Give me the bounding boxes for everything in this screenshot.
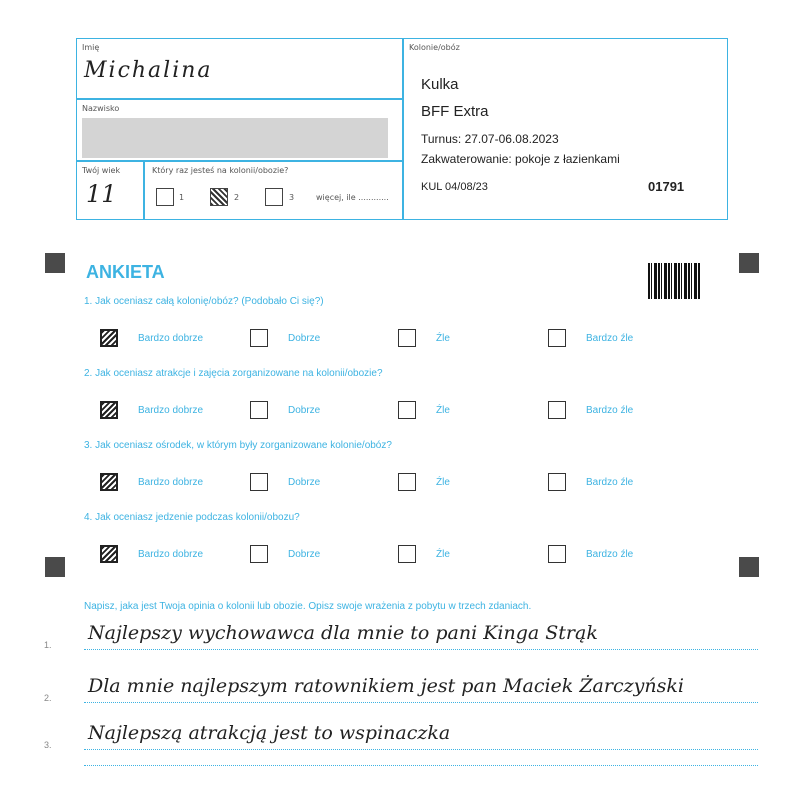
opinion-line-3-number: 3. (44, 740, 52, 750)
opinion-line-3-rule (84, 749, 758, 750)
question-1-option-3-label: Źle (436, 333, 450, 344)
question-4-text: 4. Jak oceniasz jedzenie podczas kolonii/obozu? (84, 512, 300, 523)
camp-accommodation: Zakwaterowanie: pokoje z łazienkami (421, 152, 620, 166)
opinion-line-3-text[interactable]: Najlepszą atrakcją jest to wspinaczka (88, 722, 451, 744)
question-3-option-4-label: Bardzo źle (586, 477, 634, 488)
question-2-option-3-label: Źle (436, 405, 450, 416)
question-2-option-2-checkbox[interactable] (250, 401, 268, 419)
registration-marker-top-left (45, 253, 65, 273)
times-option-1-label: 1 (179, 193, 185, 202)
question-4-option-1-checkbox[interactable] (100, 545, 118, 563)
opinion-line-1-rule (84, 649, 758, 650)
question-3-text: 3. Jak oceniasz ośrodek, w którym były zorganizowane kolonie/obóz? (84, 440, 392, 451)
times-option-3-label: 3 (289, 193, 295, 202)
question-2-option-2-label: Dobrze (288, 405, 321, 416)
question-3-option-2-label: Dobrze (288, 477, 321, 488)
question-1-option-4-checkbox[interactable] (548, 329, 566, 347)
question-1-option-2-label: Dobrze (288, 333, 321, 344)
camp-name: Kulka (421, 76, 459, 93)
header-divider-row2 (76, 160, 402, 162)
question-2-option-4-checkbox[interactable] (548, 401, 566, 419)
registration-marker-top-right (739, 253, 759, 273)
surname-label: Nazwisko (82, 104, 120, 113)
times-option-2-label: 2 (234, 193, 240, 202)
question-1-option-4-label: Bardzo źle (586, 333, 634, 344)
question-4-option-4-label: Bardzo źle (586, 549, 634, 560)
surname-redacted (82, 118, 388, 158)
times-option-1-checkbox[interactable] (156, 188, 174, 206)
question-3-option-1-checkbox[interactable] (100, 473, 118, 491)
question-2-option-4-label: Bardzo źle (586, 405, 634, 416)
question-2-option-1-checkbox[interactable] (100, 401, 118, 419)
opinion-prompt: Napisz, jaka jest Twoja opinia o kolonii lub obozie. Opisz swoje wrażenia z pobytu w trzech zdaniach. (84, 601, 532, 612)
question-4-option-3-checkbox[interactable] (398, 545, 416, 563)
question-2-option-3-checkbox[interactable] (398, 401, 416, 419)
opinion-line-1-text[interactable]: Najlepszy wychowawca dla mnie to pani Kinga Strąk (88, 622, 598, 644)
header-divider-vertical (402, 38, 404, 220)
survey-title: ANKIETA (86, 262, 165, 282)
opinion-line-1-number: 1. (44, 640, 52, 650)
registration-marker-bottom-left (45, 557, 65, 577)
question-3-option-4-checkbox[interactable] (548, 473, 566, 491)
question-1-option-1-checkbox[interactable] (100, 329, 118, 347)
question-2-option-1-label: Bardzo dobrze (138, 405, 204, 416)
camp-code: KUL 04/08/23 (421, 181, 488, 193)
age-label: Twój wiek (82, 166, 121, 175)
form-number: 01791 (648, 179, 685, 194)
header-divider-age (143, 160, 145, 220)
question-4-option-1-label: Bardzo dobrze (138, 549, 204, 560)
question-1-option-2-checkbox[interactable] (250, 329, 268, 347)
question-1-text: 1. Jak oceniasz całą kolonię/obóz? (Podobało Ci się?) (84, 296, 324, 307)
opinion-line-2-number: 2. (44, 693, 52, 703)
question-2-text: 2. Jak oceniasz atrakcje i zajęcia zorganizowane na kolonii/obozie? (84, 368, 383, 379)
question-4-option-3-label: Źle (436, 549, 450, 560)
registration-marker-bottom-right (739, 557, 759, 577)
times-option-more-label: więcej, ile ............ (316, 193, 389, 202)
barcode (648, 263, 700, 299)
times-option-3-checkbox[interactable] (265, 188, 283, 206)
opinion-extra-rule (84, 765, 758, 766)
age-value: 11 (86, 180, 117, 208)
camp-turnus: Turnus: 27.07-06.08.2023 (421, 132, 559, 146)
header-divider-row1 (76, 98, 402, 100)
opinion-line-2-text[interactable]: Dla mnie najlepszym ratownikiem jest pan Maciek Żarczyński (88, 675, 684, 697)
question-1-option-1-label: Bardzo dobrze (138, 333, 204, 344)
question-3-option-3-checkbox[interactable] (398, 473, 416, 491)
question-1-option-3-checkbox[interactable] (398, 329, 416, 347)
question-4-option-4-checkbox[interactable] (548, 545, 566, 563)
question-4-option-2-checkbox[interactable] (250, 545, 268, 563)
question-3-option-2-checkbox[interactable] (250, 473, 268, 491)
question-3-option-3-label: Źle (436, 477, 450, 488)
question-3-option-1-label: Bardzo dobrze (138, 477, 204, 488)
opinion-line-2-rule (84, 702, 758, 703)
times-label: Który raz jesteś na kolonii/obozie? (152, 166, 289, 175)
camp-label: Kolonie/obóz (409, 43, 460, 52)
question-4-option-2-label: Dobrze (288, 549, 321, 560)
times-option-2-checkbox[interactable] (210, 188, 228, 206)
name-value: Michalina (84, 58, 213, 83)
name-label: Imię (82, 43, 100, 52)
camp-program: BFF Extra (421, 103, 489, 120)
